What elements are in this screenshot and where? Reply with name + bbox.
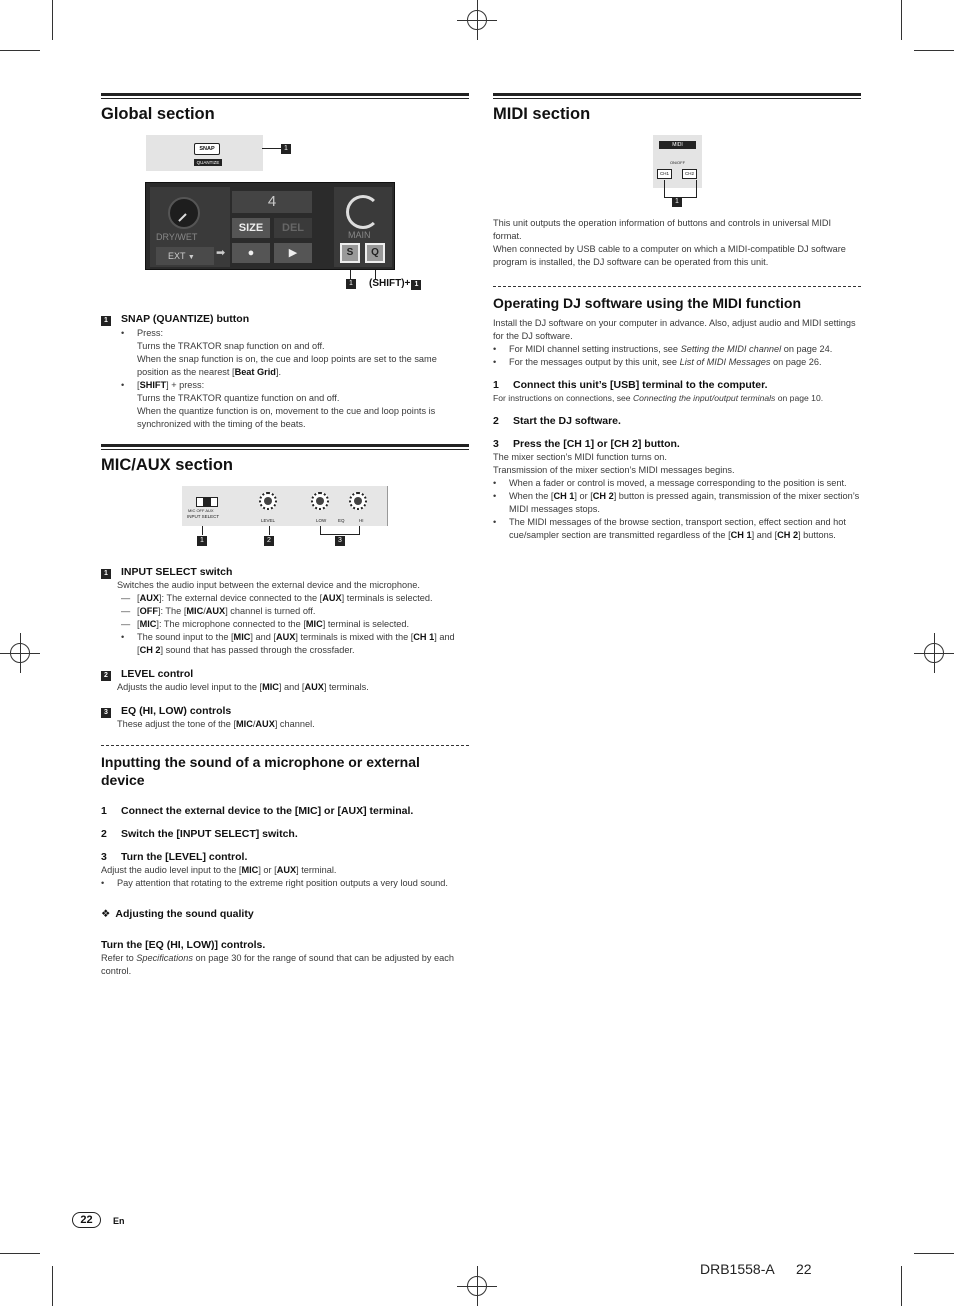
callout-2: 2 <box>264 536 274 546</box>
body-text: These adjust the tone of the [MIC/AUX] channel. <box>117 719 315 729</box>
callout-1: 1 <box>411 280 421 290</box>
body-text: Adjust the audio level input to the [MIC] or [AUX] terminal. <box>101 865 337 875</box>
micaux-header <box>101 444 469 476</box>
hi-label: HI <box>359 518 364 523</box>
item-title: LEVEL control <box>121 668 194 680</box>
bullet-item: • When the [CH 1] or [CH 2] button is pressed again, transmission of the mixer section’s MIDI messages stops. <box>493 491 860 514</box>
ch2-button: CH2 <box>682 169 697 179</box>
body-text: Turns the TRAKTOR snap function on and off. <box>137 341 325 351</box>
dash-item: — [MIC]: The microphone connected to the [MIC] terminal is selected. <box>121 619 410 629</box>
diamond-icon: ❖ <box>101 908 111 920</box>
body-text: For instructions on connections, see Connecting the input/output terminals on page 10. <box>493 393 824 403</box>
eq-low-knob <box>311 492 329 510</box>
registration-mark <box>457 0 497 40</box>
item-number: 2 <box>101 671 111 681</box>
bullet-item: • [SHIFT] + press: <box>121 380 205 390</box>
ext-label: EXT <box>168 251 186 261</box>
body-text: Refer to Specifications on page 30 for the range of sound that can be adjusted by each control. <box>101 953 454 976</box>
micaux-panel-figure <box>182 486 388 526</box>
step-3: 3 Turn the [LEVEL] control. <box>101 851 248 863</box>
bullet-item: • For the messages output by this unit, see List of MIDI Messages on page 26. <box>493 357 822 367</box>
item-number: 3 <box>101 708 111 718</box>
bullet-item: • Pay attention that rotating to the extreme right position outputs a very loud sound. <box>101 878 448 888</box>
step-2: 2 Start the DJ software. <box>493 415 621 427</box>
crop-mark <box>0 50 40 51</box>
crop-mark <box>0 1253 40 1254</box>
crop-mark <box>914 50 954 51</box>
body-text: When connected by USB cable to a computer on which a MIDI-compatible DJ software program is installed, the DJ software can be operated from this unit. <box>493 244 846 267</box>
callout-line <box>262 148 281 149</box>
callout-1: 1 <box>672 197 682 207</box>
registration-mark <box>0 633 40 673</box>
item-title: INPUT SELECT switch <box>121 566 233 578</box>
step-3: 3 Press the [CH 1] or [CH 2] button. <box>493 438 680 450</box>
body-text: When the snap function is on, the cue and loop points are set to the same position as the nearest [Beat Grid]. <box>137 354 437 377</box>
crop-mark <box>52 0 53 40</box>
dashed-divider <box>101 745 469 746</box>
item-title: EQ (HI, LOW) controls <box>121 705 232 717</box>
bullet-item: • The MIDI messages of the browse section, transport section, effect section and hot cue/sampler section are transmitted regardless of the [CH 1] and [CH 2] buttons. <box>493 517 846 540</box>
body-text: This unit outputs the operation information of buttons and controls in universal MIDI format. <box>493 218 832 241</box>
level-knob <box>259 492 277 510</box>
language-label: En <box>113 1216 125 1226</box>
main-label: MAIN <box>348 230 371 240</box>
mic-off-aux-label: MIC OFF AUX <box>188 508 214 513</box>
quality-heading: ❖ Adjusting the sound quality <box>101 908 254 920</box>
arrow-right-icon: ➡ <box>216 247 226 259</box>
del-button: DEL <box>274 218 312 238</box>
inputting-section <box>101 745 469 978</box>
step-1: 1 Connect this unit’s [USB] terminal to the computer. <box>493 379 768 391</box>
dry-wet-knob <box>168 197 200 229</box>
bullet-item: • The sound input to the [MIC] and [AUX] terminals is mixed with the [CH 1] and [CH 2] sound that has passed through the crossfader. <box>121 632 455 655</box>
play-icon: ▶ <box>274 243 312 263</box>
main-knob <box>346 195 380 229</box>
crop-mark <box>52 1266 53 1306</box>
section-rule <box>101 444 469 450</box>
dash-item: — [OFF]: The [MIC/AUX] channel is turned off. <box>121 606 316 616</box>
crop-mark <box>914 1253 954 1254</box>
record-icon: ● <box>232 243 270 263</box>
beat-display: 4 <box>232 191 312 213</box>
bullet: • <box>121 380 125 390</box>
doc-code: DRB1558-A <box>700 1261 775 1277</box>
main-area <box>334 187 392 267</box>
input-select-label: INPUT SELECT <box>187 514 220 519</box>
body-text: Adjusts the audio level input to the [MIC] and [AUX] terminals. <box>117 682 369 692</box>
bullet: • <box>121 328 125 338</box>
page-number-badge: 22 <box>72 1212 101 1228</box>
item-number: 1 <box>101 569 111 579</box>
item-title: SNAP (QUANTIZE) button <box>121 313 250 325</box>
item-heading <box>101 704 469 718</box>
q-button: Q <box>365 243 385 263</box>
micaux-section-title: MIC/AUX section <box>101 456 234 474</box>
midi-text <box>493 217 861 269</box>
body-text: When the quantize function is on, movement to the cue and loop points is synchronized with the timing of the beats. <box>137 406 436 429</box>
dashed-divider <box>493 286 861 287</box>
right-column <box>493 93 861 125</box>
bullet-item: • For MIDI channel setting instructions, see Setting the MIDI channel on page 24. <box>493 344 833 354</box>
bullet-item: • When a fader or control is moved, a message corresponding to the position is sent. <box>493 478 847 488</box>
callout-1: 1 <box>281 144 291 154</box>
midi-section-title: MIDI section <box>493 105 591 123</box>
global-section-title: Global section <box>101 105 215 123</box>
snap-button: SNAP <box>194 143 220 155</box>
eq-step-title: Turn the [EQ (HI, LOW)] controls. <box>101 939 266 951</box>
body-text: Switches the audio input between the external device and the microphone. <box>117 580 420 590</box>
switch-slider <box>203 498 211 506</box>
midi-label: MIDI <box>659 141 696 149</box>
ext-selector <box>156 247 214 265</box>
callout-1: 1 <box>197 536 207 546</box>
low-label: LOW <box>316 518 327 523</box>
press-label: Press: <box>137 328 164 338</box>
operating-title: Operating DJ software using the MIDI function <box>493 295 802 311</box>
section-rule <box>493 93 861 99</box>
shift-caption-text: (SHIFT)+ <box>369 278 411 289</box>
body-text: The mixer section’s MIDI function turns on. <box>493 452 667 462</box>
registration-mark <box>457 1266 497 1306</box>
eq-label: EQ <box>338 518 345 523</box>
eq-hi-knob <box>349 492 367 510</box>
micaux-items <box>101 565 469 731</box>
traktor-fx-panel <box>145 182 395 270</box>
size-button: SIZE <box>232 218 270 238</box>
input-select-switch <box>196 497 218 507</box>
section-rule <box>101 93 469 99</box>
left-column <box>101 93 469 125</box>
body-text: Install the DJ software on your computer in advance. Also, adjust audio and MIDI settings for the DJ software. <box>493 318 856 341</box>
inputting-title: Inputting the sound of a microphone or external device <box>101 754 420 788</box>
crop-mark <box>901 0 902 40</box>
ch1-button: CH1 <box>657 169 672 179</box>
bullet-item <box>101 327 469 340</box>
body-text: Turns the TRAKTOR quantize function on and off. <box>137 393 340 403</box>
operating-section <box>493 286 861 542</box>
item-number: 1 <box>101 316 111 326</box>
callout-1: 1 <box>346 279 356 289</box>
step-2: 2 Switch the [INPUT SELECT] switch. <box>101 828 298 840</box>
snap-panel-figure <box>146 135 263 171</box>
level-label: LEVEL <box>261 518 276 523</box>
dry-wet-label: DRY/WET <box>156 232 198 242</box>
body-text: Transmission of the mixer section’s MIDI messages begins. <box>493 465 735 475</box>
callout-3: 3 <box>335 536 345 546</box>
dash-item: — [AUX]: The external device connected to the [AUX] terminals is selected. <box>121 593 433 603</box>
item-heading <box>101 667 469 681</box>
doc-page: 22 <box>796 1261 812 1277</box>
dropdown-arrow-icon: ▼ <box>187 254 195 261</box>
shift-caption <box>369 277 421 290</box>
s-button: S <box>340 243 360 263</box>
onoff-label: ON/OFF <box>669 160 686 165</box>
registration-mark <box>914 633 954 673</box>
item-heading <box>101 312 469 326</box>
item-heading <box>101 565 469 579</box>
knob-pointer <box>178 213 186 221</box>
global-item-1 <box>101 312 469 431</box>
step-1: 1 Connect the external device to the [MIC] or [AUX] terminal. <box>101 805 414 817</box>
quantize-label: QUANTIZE <box>194 159 222 166</box>
crop-mark <box>901 1266 902 1306</box>
